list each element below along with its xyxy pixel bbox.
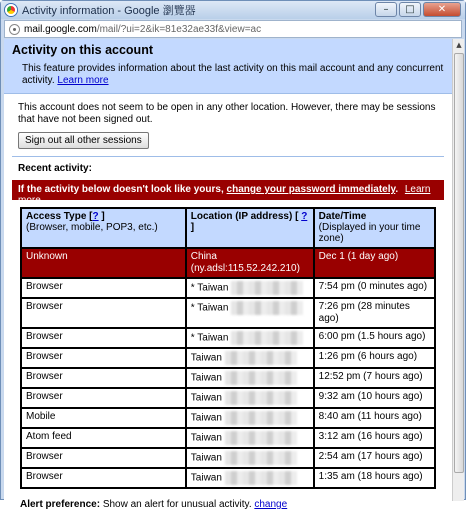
redacted-ip [225, 451, 297, 465]
cell-access-type: Browser [21, 278, 186, 298]
table-row [21, 408, 435, 428]
redacted-ip [225, 431, 297, 445]
redacted-ip [225, 371, 297, 385]
chrome-icon [5, 4, 17, 16]
cell-access-type: Browser [21, 328, 186, 348]
redacted-ip [225, 351, 297, 365]
cell-location: Taiwan [186, 348, 314, 368]
table-row-suspicious [21, 248, 435, 278]
address-bar[interactable] [4, 20, 462, 38]
cell-time: 12:52 pm (7 hours ago) [314, 368, 435, 388]
table-row [21, 388, 435, 408]
warning-bar [12, 180, 444, 206]
redacted-ip [231, 301, 303, 315]
redacted-ip [231, 281, 303, 295]
scroll-thumb[interactable] [454, 53, 464, 473]
sign-out-sessions-button[interactable]: Sign out all other sessions [18, 132, 149, 149]
warning-learn-more-link[interactable]: Learn more [18, 184, 431, 206]
cell-time: 2:54 am (17 hours ago) [314, 448, 435, 468]
session-status: This account does not seem to be open in any other location. However, there may be sessions that have not been signed out. [18, 102, 436, 125]
cell-access-type: Browser [21, 348, 186, 368]
window-title: Activity information - Google 瀏覽器 [22, 5, 196, 17]
cell-location: Taiwan [186, 428, 314, 448]
title-bar[interactable] [1, 1, 465, 19]
vertical-scrollbar[interactable] [452, 39, 464, 501]
redacted-ip [225, 471, 297, 485]
table-row [21, 278, 435, 298]
info-description [22, 63, 444, 87]
cell-time: 6:00 pm (1.5 hours ago) [314, 328, 435, 348]
activity-table [20, 207, 436, 489]
cell-location: * Taiwan [186, 278, 314, 298]
alert-preference-text: Show an alert for unusual activity. [102, 499, 252, 510]
cell-time: 3:12 am (16 hours ago) [314, 428, 435, 448]
access-type-help-link[interactable]: ? [92, 211, 99, 222]
table-row [21, 348, 435, 368]
table-row [21, 298, 435, 328]
access-type-sub: (Browser, mobile, POP3, etc.) [26, 222, 158, 233]
redacted-ip [225, 391, 297, 405]
cell-time: 7:54 pm (0 minutes ago) [314, 278, 435, 298]
cell-time: Dec 1 (1 day ago) [314, 248, 435, 278]
cell-time: 8:40 am (11 hours ago) [314, 408, 435, 428]
cell-access-type: Unknown [21, 248, 186, 278]
cell-location: Taiwan [186, 448, 314, 468]
url-path: /mail/?ui=2&ik=81e32ae33f&view=ac [96, 23, 262, 35]
cell-access-type: Browser [21, 468, 186, 488]
datetime-title: Date/Time [318, 211, 367, 222]
cell-access-type: Browser [21, 298, 186, 328]
warning-period: . [395, 184, 399, 195]
change-password-link[interactable]: change your password immediately [226, 184, 396, 195]
cell-access-type: Mobile [21, 408, 186, 428]
datetime-sub: (Displayed in your time zone) [318, 222, 421, 244]
table-row [21, 368, 435, 388]
cell-location: Taiwan [186, 468, 314, 488]
table-row [21, 428, 435, 448]
redacted-ip [231, 331, 303, 345]
url-host: mail.google.com [24, 23, 97, 35]
location-title: Location (IP address) [ ? ] [190, 211, 308, 233]
cell-access-type: Browser [21, 448, 186, 468]
cell-time: 1:26 pm (6 hours ago) [314, 348, 435, 368]
location-help-link[interactable]: ? [301, 211, 308, 222]
header-datetime [314, 208, 435, 248]
cell-location: * Taiwan [186, 328, 314, 348]
learn-more-link[interactable]: Learn more [57, 75, 109, 86]
cell-time: 9:32 am (10 hours ago) [314, 388, 435, 408]
scroll-up-icon[interactable]: ▲ [456, 41, 462, 49]
cell-location: Taiwan [186, 388, 314, 408]
redacted-ip [225, 411, 297, 425]
cell-location: * Taiwan [186, 298, 314, 328]
alert-preference [20, 499, 452, 510]
minimize-button[interactable]: – [375, 2, 397, 17]
page-content [4, 39, 452, 510]
table-row [21, 448, 435, 468]
url-text [24, 24, 261, 35]
header-access-type [21, 208, 186, 248]
header-location [186, 208, 314, 248]
recent-activity-label: Recent activity: [18, 163, 92, 174]
window-controls [375, 2, 461, 17]
page-icon [9, 24, 20, 35]
cell-location: Taiwan [186, 408, 314, 428]
maximize-button[interactable]: □ [399, 2, 421, 17]
access-type-title: Access Type [? ] [26, 211, 105, 222]
cell-location: Taiwan [186, 368, 314, 388]
cell-access-type: Atom feed [21, 428, 186, 448]
warning-text: If the activity below doesn't look like yours, [18, 184, 224, 195]
cell-access-type: Browser [21, 368, 186, 388]
alert-preference-label: Alert preference: [20, 499, 101, 510]
cell-location: China (ny.adsl:115.52.242.210) [186, 248, 314, 278]
table-header-row [21, 208, 435, 248]
divider [12, 156, 444, 157]
info-box [4, 39, 452, 94]
cell-access-type: Browser [21, 388, 186, 408]
description-text: This feature provides information about the last activity on this mail account and any concurrent activity. [22, 63, 444, 86]
cell-time: 1:35 am (18 hours ago) [314, 468, 435, 488]
table-row [21, 468, 435, 488]
close-button[interactable]: ✕ [423, 2, 461, 17]
change-alert-link[interactable]: change [254, 499, 288, 510]
table-row [21, 328, 435, 348]
cell-time: 7:26 pm (28 minutes ago) [314, 298, 435, 328]
page-title: Activity on this account [12, 43, 153, 57]
